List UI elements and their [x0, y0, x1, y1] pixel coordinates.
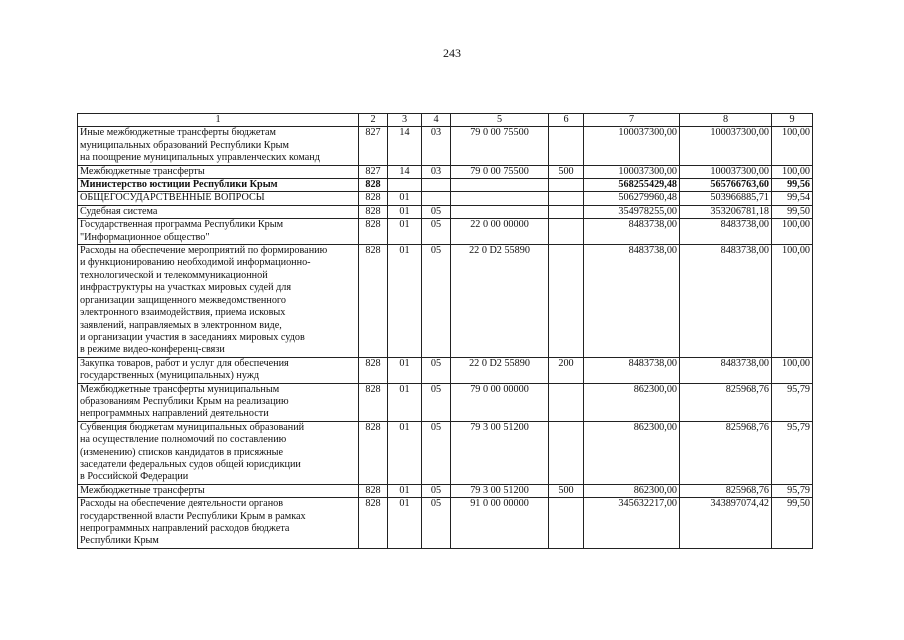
subsection-code: 03: [422, 127, 451, 165]
admin-code: 827: [359, 165, 388, 178]
planned-amount: 8483738,00: [584, 219, 680, 245]
row-name-line: "Информационное общество": [80, 231, 210, 243]
row-name-line: инфраструктуры на участках мировых судей для: [80, 282, 292, 294]
section-code: [388, 179, 422, 192]
table-row: [78, 245, 813, 358]
row-name: [78, 179, 359, 192]
expense-type-code: 500: [549, 484, 584, 497]
table-row: [78, 484, 813, 497]
planned-amount: 8483738,00: [584, 245, 680, 358]
target-article-code: 22 0 D2 55890: [451, 245, 549, 358]
row-name: [78, 498, 359, 549]
column-header-8: 8: [680, 114, 772, 127]
target-article-code: [451, 179, 549, 192]
row-name-line: технологической и телекоммуникационной: [80, 269, 268, 281]
target-article-code: 79 3 00 51200: [451, 421, 549, 484]
expense-type-code: [549, 498, 584, 549]
executed-amount: 8483738,00: [680, 219, 772, 245]
row-name: [78, 192, 359, 205]
section-code: 01: [388, 205, 422, 218]
row-name-line: государственных (муниципальных) нужд: [80, 370, 260, 382]
row-name: [78, 127, 359, 165]
subsection-code: [422, 179, 451, 192]
expense-type-code: [549, 179, 584, 192]
row-name: [78, 484, 359, 497]
subsection-code: [422, 192, 451, 205]
row-name-line: Судебная система: [80, 205, 158, 217]
admin-code: 828: [359, 498, 388, 549]
column-header-5: 5: [451, 114, 549, 127]
planned-amount: 354978255,00: [584, 205, 680, 218]
planned-amount: 568255429,48: [584, 179, 680, 192]
subsection-code: 05: [422, 219, 451, 245]
admin-code: 828: [359, 383, 388, 421]
target-article-code: 79 0 00 75500: [451, 127, 549, 165]
row-name-line: государственной власти Республики Крым в рамках: [80, 510, 306, 522]
column-header-9: 9: [772, 114, 813, 127]
table-row: [78, 219, 813, 245]
section-code: 14: [388, 127, 422, 165]
planned-amount: 862300,00: [584, 383, 680, 421]
budget-table: [77, 113, 813, 549]
executed-amount: 825968,76: [680, 484, 772, 497]
column-header-7: 7: [584, 114, 680, 127]
execution-percent: 95,79: [772, 421, 813, 484]
execution-percent: 99,56: [772, 179, 813, 192]
row-name-line: непрограммных направлений расходов бюджета: [80, 523, 290, 534]
target-article-code: 79 3 00 51200: [451, 484, 549, 497]
row-name: [78, 245, 359, 358]
column-header-4: 4: [422, 114, 451, 127]
section-code: 01: [388, 245, 422, 358]
expense-type-code: [549, 127, 584, 165]
section-code: 01: [388, 219, 422, 245]
subsection-code: 05: [422, 357, 451, 383]
expense-type-code: [549, 192, 584, 205]
executed-amount: 565766763,60: [680, 179, 772, 192]
table-row: [78, 179, 813, 192]
row-name-line: ОБЩЕГОСУДАРСТВЕННЫЕ ВОПРОСЫ: [80, 192, 265, 204]
target-article-code: [451, 192, 549, 205]
executed-amount: 100037300,00: [680, 127, 772, 165]
row-name-line: и функционированию необходимой информационно-: [80, 257, 311, 269]
execution-percent: 95,79: [772, 383, 813, 421]
row-name: [78, 205, 359, 218]
row-name-line: (изменению) списков кандидатов в присяжные: [80, 446, 283, 458]
execution-percent: 100,00: [772, 357, 813, 383]
table-row: [78, 205, 813, 218]
table-row: [78, 165, 813, 178]
subsection-code: 05: [422, 383, 451, 421]
expense-type-code: [549, 205, 584, 218]
expense-type-code: [549, 245, 584, 358]
row-name-line: непрограммных направлений деятельности: [80, 408, 269, 420]
section-code: 01: [388, 498, 422, 549]
row-name-line: муниципальных образований Республики Крым: [80, 139, 289, 151]
executed-amount: 100037300,00: [680, 165, 772, 178]
page-number: 243: [443, 46, 461, 60]
admin-code: 828: [359, 205, 388, 218]
table-row: [78, 498, 813, 549]
row-name-line: Межбюджетные трансферты: [80, 484, 205, 496]
table-header-row: [78, 114, 813, 127]
expense-type-code: [549, 421, 584, 484]
executed-amount: 343897074,42: [680, 498, 772, 549]
expense-type-code: 200: [549, 357, 584, 383]
column-header-1: 1: [78, 114, 359, 127]
table-row: [78, 421, 813, 484]
table-row: [78, 192, 813, 205]
row-name-line: и организации участия в заседаниях мировых судов: [80, 331, 305, 343]
target-article-code: 79 0 00 75500: [451, 165, 549, 178]
section-code: 01: [388, 192, 422, 205]
expense-type-code: [549, 383, 584, 421]
execution-percent: 100,00: [772, 165, 813, 178]
subsection-code: 05: [422, 205, 451, 218]
row-name: [78, 421, 359, 484]
row-name-line: заседатели федеральных судов общей юрисдикции: [80, 458, 301, 470]
executed-amount: 825968,76: [680, 421, 772, 484]
row-name-line: Межбюджетные трансферты: [80, 165, 205, 177]
planned-amount: 862300,00: [584, 484, 680, 497]
subsection-code: 05: [422, 421, 451, 484]
subsection-code: 05: [422, 245, 451, 358]
table-row: [78, 383, 813, 421]
executed-amount: 8483738,00: [680, 357, 772, 383]
section-code: 14: [388, 165, 422, 178]
execution-percent: 99,50: [772, 205, 813, 218]
execution-percent: 100,00: [772, 245, 813, 358]
execution-percent: 95,79: [772, 484, 813, 497]
executed-amount: 825968,76: [680, 383, 772, 421]
executed-amount: 503966885,71: [680, 192, 772, 205]
admin-code: 828: [359, 179, 388, 192]
executed-amount: 8483738,00: [680, 245, 772, 358]
row-name: [78, 383, 359, 421]
target-article-code: 22 0 D2 55890: [451, 357, 549, 383]
execution-percent: 100,00: [772, 219, 813, 245]
row-name-line: Закупка товаров, работ и услуг для обеспечения: [80, 357, 289, 369]
section-code: 01: [388, 421, 422, 484]
row-name-line: Министерство юстиции Республики Крым: [80, 179, 278, 191]
planned-amount: 100037300,00: [584, 127, 680, 165]
row-name-line: образованиям Республики Крым на реализацию: [80, 395, 289, 407]
row-name-line: Республики Крым: [80, 535, 159, 547]
target-article-code: 91 0 00 00000: [451, 498, 549, 549]
row-name: [78, 219, 359, 245]
row-name-line: Субвенция бюджетам муниципальных образований: [80, 421, 305, 433]
row-name-line: заявлений, направляемых в электронном виде,: [80, 319, 282, 331]
admin-code: 828: [359, 357, 388, 383]
row-name-line: на осуществление полномочий по составлению: [80, 434, 287, 446]
execution-percent: 99,54: [772, 192, 813, 205]
execution-percent: 100,00: [772, 127, 813, 165]
execution-percent: 99,50: [772, 498, 813, 549]
planned-amount: 8483738,00: [584, 357, 680, 383]
target-article-code: 79 0 00 00000: [451, 383, 549, 421]
subsection-code: 03: [422, 165, 451, 178]
executed-amount: 353206781,18: [680, 205, 772, 218]
admin-code: 828: [359, 245, 388, 358]
row-name-line: в Российской Федерации: [80, 471, 189, 483]
row-name-line: на поощрение муниципальных управленческих команд: [80, 152, 320, 164]
table-row: [78, 127, 813, 165]
admin-code: 828: [359, 421, 388, 484]
subsection-code: 05: [422, 498, 451, 549]
planned-amount: 345632217,00: [584, 498, 680, 549]
row-name-line: в режиме видео-конференц-связи: [80, 344, 225, 356]
target-article-code: [451, 205, 549, 218]
target-article-code: 22 0 00 00000: [451, 219, 549, 245]
planned-amount: 506279960,48: [584, 192, 680, 205]
row-name-line: организации защищенного межведомственного: [80, 294, 286, 306]
section-code: 01: [388, 357, 422, 383]
column-header-6: 6: [549, 114, 584, 127]
row-name: [78, 165, 359, 178]
row-name-line: Расходы на обеспечение мероприятий по формированию: [80, 245, 328, 257]
expense-type-code: 500: [549, 165, 584, 178]
column-header-2: 2: [359, 114, 388, 127]
table-row: [78, 357, 813, 383]
section-code: 01: [388, 383, 422, 421]
planned-amount: 100037300,00: [584, 165, 680, 178]
admin-code: 828: [359, 192, 388, 205]
admin-code: 828: [359, 219, 388, 245]
row-name-line: Межбюджетные трансферты муниципальным: [80, 383, 280, 395]
row-name-line: Иные межбюджетные трансферты бюджетам: [80, 127, 276, 139]
row-name: [78, 357, 359, 383]
expense-type-code: [549, 219, 584, 245]
admin-code: 827: [359, 127, 388, 165]
section-code: 01: [388, 484, 422, 497]
row-name-line: Государственная программа Республики Крым: [80, 219, 284, 231]
admin-code: 828: [359, 484, 388, 497]
row-name-line: Расходы на обеспечение деятельности органов: [80, 498, 284, 510]
column-header-3: 3: [388, 114, 422, 127]
planned-amount: 862300,00: [584, 421, 680, 484]
subsection-code: 05: [422, 484, 451, 497]
row-name-line: электронного взаимодействия, приема исковых: [80, 307, 286, 319]
